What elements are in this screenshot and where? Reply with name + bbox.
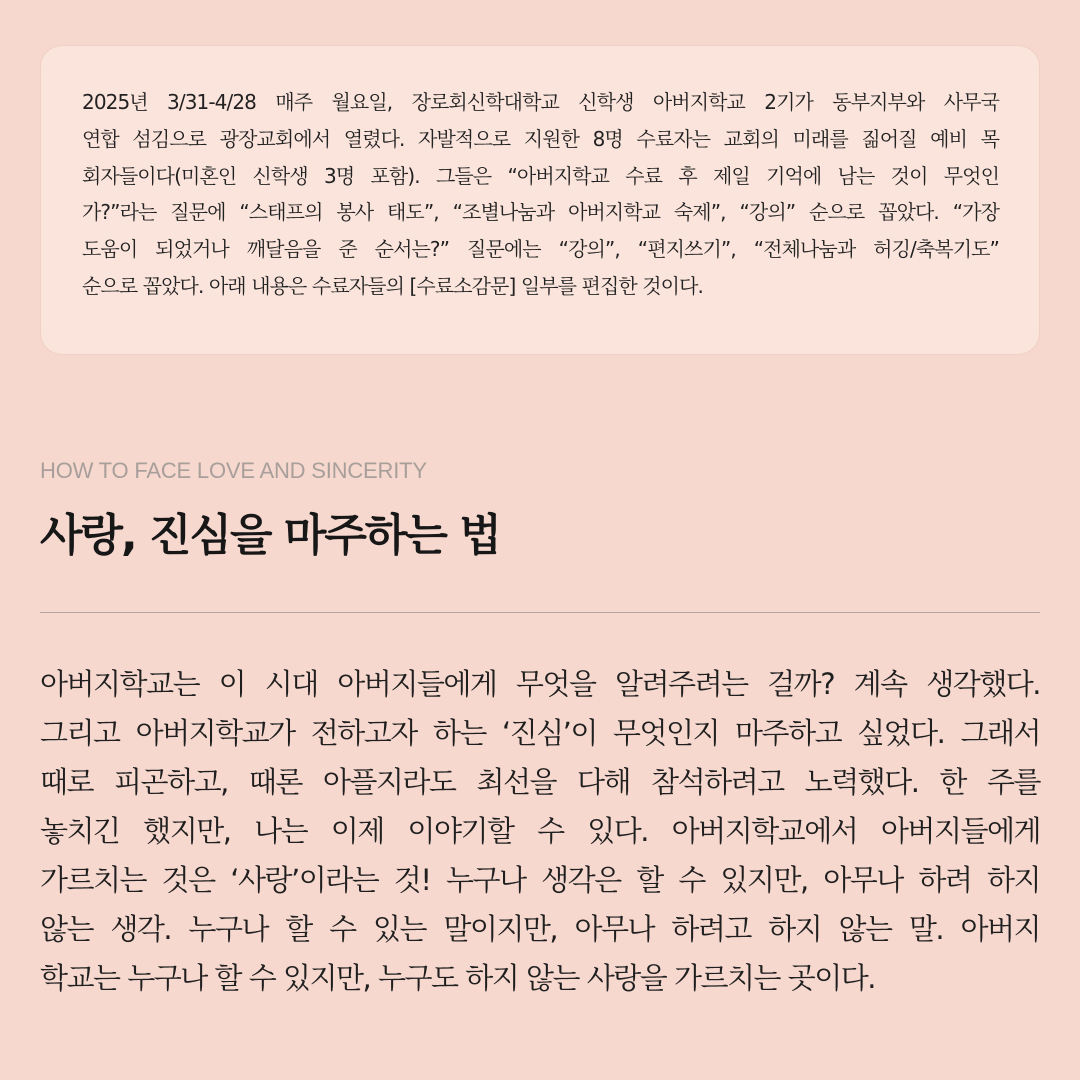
intro-line-6: 순으로 꼽았다. 아래 내용은 수료자들의 [수료소감문] 일부를 편집한 것이다.	[82, 273, 703, 298]
body-line-7: 학교는 누구나 할 수 있지만, 누구도 하지 않는 사랑을 가르치는 곳이다.	[40, 961, 876, 995]
body-line-4: 놓치긴 했지만, 나는 이제 이야기할 수 있다. 아버지학교에서 아버지들에게	[40, 814, 1040, 848]
body-line-1: 아버지학교는 이 시대 아버지들에게 무엇을 알려주려는 걸까? 계속 생각했다.	[40, 667, 1040, 701]
body-line-5: 가르치는 것은 ‘사랑’이라는 것! 누구나 생각은 할 수 있지만, 아무나 하려 하지	[40, 863, 1040, 897]
section-eyebrow: HOW TO FACE LOVE AND SINCERITY	[40, 458, 427, 483]
intro-line-5: 도움이 되었거나 깨달음을 준 순서는?” 질문에는 “강의”, “편지쓰기”, “전체나눔과 허깅/축복기도”	[82, 237, 999, 262]
intro-line-4: 가?”라는 질문에 “스태프의 봉사 태도”, “조별나눔과 아버지학교 숙제”, “강의” 순으로 꼽았다. “가장	[82, 200, 999, 225]
section-title: 사랑, 진심을 마주하는 법	[40, 510, 500, 561]
body-paragraph	[40, 660, 1040, 1003]
intro-line-3: 회자들이다(미혼인 신학생 3명 포함). 그들은 “아버지학교 수료 후 제일 기억에 남는 것이 무엇인	[82, 163, 999, 188]
section-divider	[40, 612, 1040, 613]
body-line-2: 그리고 아버지학교가 전하고자 하는 ‘진심’이 무엇인지 마주하고 싶었다. 그래서	[40, 716, 1040, 750]
intro-line-1: 2025년 3/31-4/28 매주 월요일, 장로회신학대학교 신학생 아버지학교 2기가 동부지부와 사무국	[82, 90, 999, 114]
intro-line-2: 연합 섬김으로 광장교회에서 열렸다. 자발적으로 지원한 8명 수료자는 교회의 미래를 짊어질 예비 목	[82, 126, 999, 151]
body-line-6: 않는 생각. 누구나 할 수 있는 말이지만, 아무나 하려고 하지 않는 말. 아버지	[40, 912, 1040, 946]
intro-card	[40, 45, 1040, 355]
body-line-3: 때로 피곤하고, 때론 아플지라도 최선을 다해 참석하려고 노력했다. 한 주를	[40, 765, 1040, 799]
